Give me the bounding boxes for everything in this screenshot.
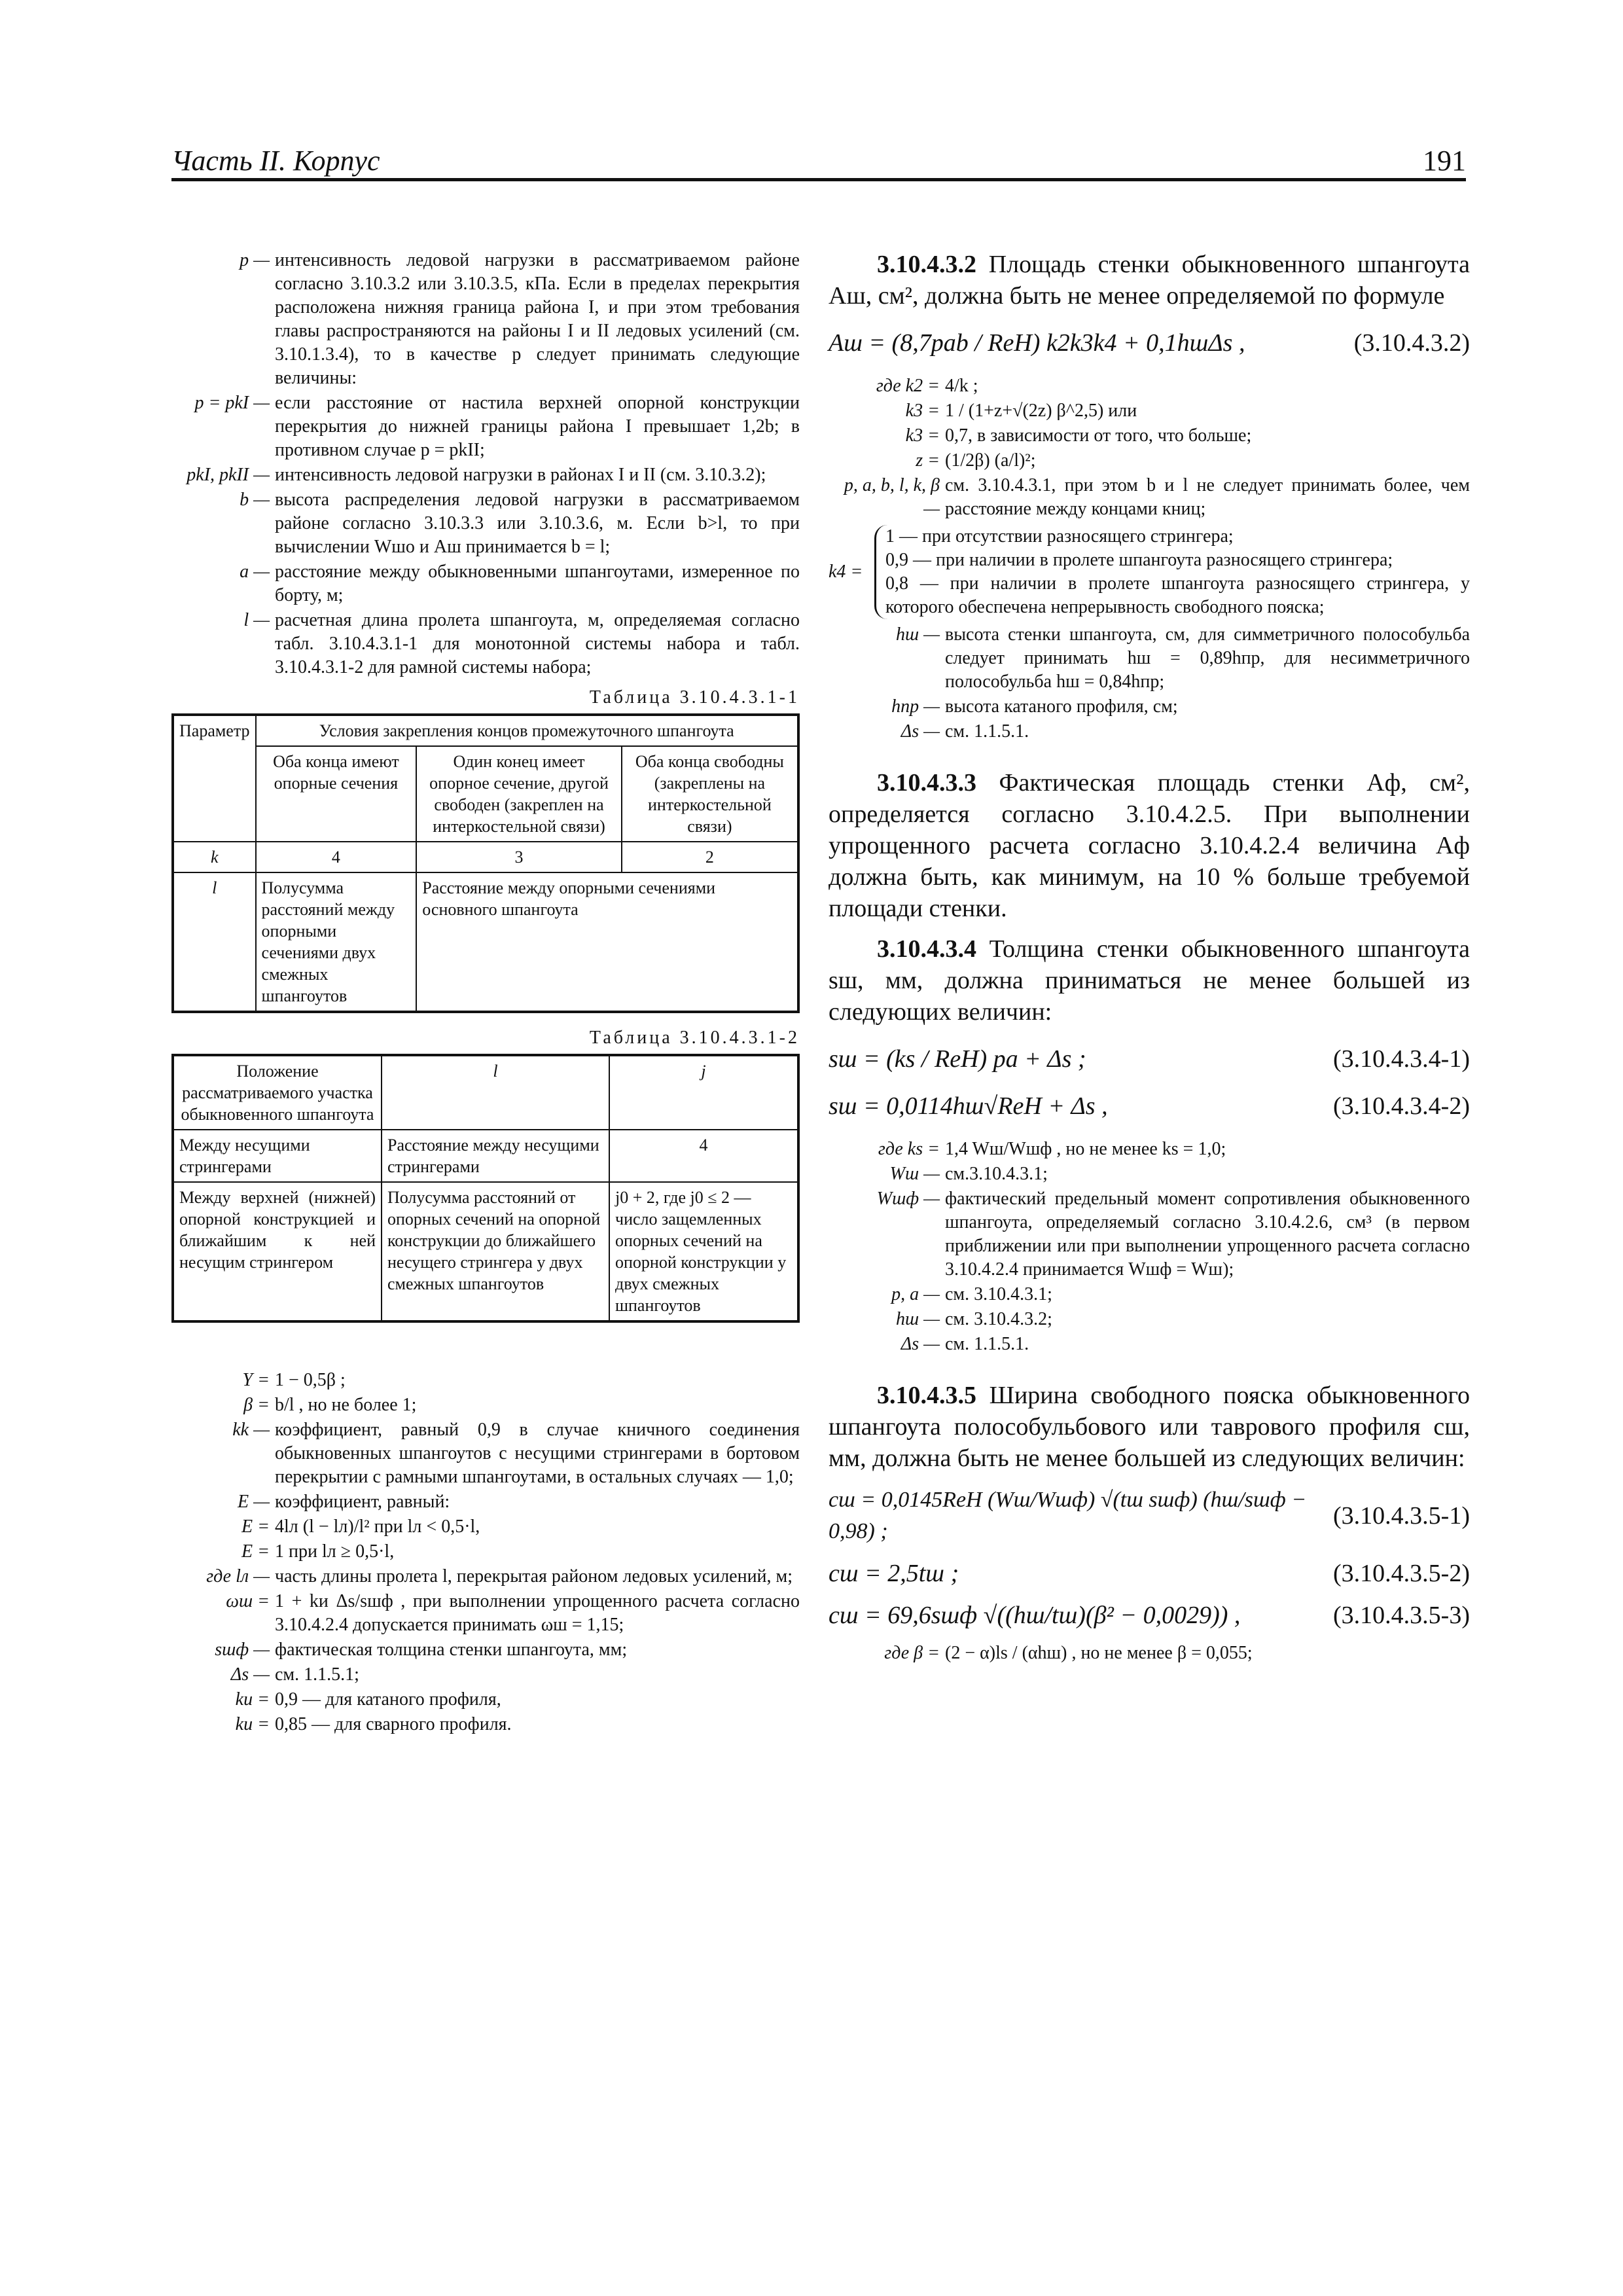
right-column	[829, 249, 1470, 1666]
table-cell: 4	[609, 1130, 798, 1182]
definition-item	[171, 1369, 800, 1392]
definition-item	[171, 1590, 800, 1637]
definition-term: b —	[240, 490, 270, 510]
k4-label: k4 =	[829, 562, 863, 582]
definition-term: где lл —	[206, 1566, 270, 1587]
clause-3-10-4-3-4	[829, 933, 1470, 1028]
definition-desc: (1/2β) (a/l)²;	[945, 450, 1036, 471]
table-cell: k	[173, 842, 256, 872]
definition-item	[829, 1138, 1470, 1161]
table-cell: Расстояние между несущими стрингерами	[382, 1130, 609, 1182]
definition-term: hш —	[895, 624, 940, 645]
definition-term: a —	[240, 562, 270, 582]
formula-number: (3.10.4.3.5-2)	[1333, 1560, 1470, 1587]
definition-term: pkI, pkII —	[187, 465, 270, 485]
definition-item	[829, 1308, 1470, 1331]
formula-row	[829, 1043, 1470, 1075]
formula: sш = (ks / ReH) pa + Δs ;	[829, 1045, 1086, 1073]
definition-term: E =	[241, 1516, 270, 1537]
where-list	[829, 374, 1470, 521]
definition-term: kи =	[235, 1689, 270, 1710]
definition-desc: 1 при lл ≥ 0,5·l,	[275, 1541, 395, 1562]
where-item	[829, 1641, 1470, 1665]
definition-item	[171, 1565, 800, 1588]
definition-desc: высота стенки шпангоута, см, для симметричного полособульба следует принимать hш = 0,89hпр, для несимметричного полособульба hш = 0,84hпр;	[945, 624, 1470, 692]
definition-desc: фактический предельный момент сопротивления обыкновенного шпангоута, определяемый согласно 3.10.4.2.6, см³ (в первом приближении или при выполнении упрощенного расчета согласно 3.10.4.2.4 принимается Wшф = Wш);	[945, 1189, 1470, 1280]
page-number: 191	[1423, 145, 1466, 177]
definition-desc: высота распределения ледовой нагрузки в рассматриваемом районе согласно 3.10.3.3 или 3.10.3.6, м. Если b>l, то при вычислении Wшо и Aш принимается b = l;	[275, 490, 800, 557]
table-cell: Расстояние между опорными сечениями основного шпангоута	[416, 872, 798, 1012]
definition-item	[171, 391, 800, 462]
clause-3-10-4-3-2	[829, 249, 1470, 312]
definition-item	[829, 623, 1470, 694]
formula-number: (3.10.4.3.2)	[1353, 329, 1470, 357]
table-header-cell: l	[382, 1055, 609, 1130]
table-cell: Между несущими стрингерами	[173, 1130, 382, 1182]
formula-row	[829, 1558, 1470, 1589]
definition-item	[171, 488, 800, 559]
definition-term: p —	[240, 250, 270, 270]
definition-desc: см.3.10.4.3.1;	[945, 1164, 1048, 1184]
definition-term: hпр —	[891, 696, 940, 717]
definition-item	[171, 609, 800, 679]
clause-text: Толщина стенки обыкновенного шпангоута sш, мм, должна приниматься не менее большей из следующих величин:	[829, 935, 1471, 1026]
table-3-10-4-3-1-2	[171, 1054, 800, 1323]
table-header-cell: Оба конца свободны (закреплены на интеркостельной связи)	[622, 746, 798, 842]
definition-item	[829, 449, 1470, 473]
clause-3-10-4-3-5	[829, 1380, 1470, 1474]
definition-item	[171, 1515, 800, 1539]
definition-item	[171, 1713, 800, 1736]
definition-desc: если расстояние от настила верхней опорной конструкции перекрытия до нижней границы района I превышает 1,2b; в противном случае p = pkII;	[275, 393, 800, 460]
table-cell: l	[173, 872, 256, 1012]
formula: sш = 0,0114hш√ReH + Δs ,	[829, 1092, 1108, 1120]
definition-desc: 4/k ;	[945, 376, 978, 396]
definition-term: kи =	[235, 1714, 270, 1734]
definition-term: l —	[243, 610, 270, 630]
table-cell: Полусумма расстояний между опорными сечениями двух смежных шпангоутов	[256, 872, 417, 1012]
formula-row	[829, 1090, 1470, 1122]
definition-desc: см. 3.10.4.3.2;	[945, 1309, 1052, 1329]
definition-desc: высота катаного профиля, см;	[945, 696, 1178, 717]
definition-term: sшф —	[215, 1640, 270, 1660]
definition-desc: см. 1.1.5.1.	[945, 1334, 1029, 1354]
definition-desc: 0,85 — для сварного профиля.	[275, 1714, 512, 1734]
definition-term: k3 =	[905, 425, 940, 446]
header-rule	[171, 178, 1466, 181]
definition-desc: 0,9 — для катаного профиля,	[275, 1689, 501, 1710]
k4-option: 0,9 — при наличии в пролете шпангоута разносящего стрингера;	[885, 550, 1393, 570]
k4-option: 0,8 — при наличии в пролете шпангоута разносящего стрингера, у которого обеспечена непрерывность свободного пояска;	[885, 573, 1470, 617]
table-cell: Между верхней (нижней) опорной конструкцией и ближайшим к ней несущим стрингером	[173, 1182, 382, 1321]
clause-text: Фактическая площадь стенки Aф, см², определяется согласно 3.10.4.2.5. При выполнении упрощенного расчета согласно 3.10.4.2.4 величина Aф должна быть, как минимум, на 10 % больше требуемой площади стенки.	[829, 769, 1470, 922]
definition-desc: 1 / (1+z+√(2z) β^2,5) или	[945, 401, 1137, 421]
definition-term: E —	[238, 1492, 270, 1512]
definition-term: p, a —	[891, 1284, 940, 1304]
definition-desc: 1 + kи Δs/sшф , при выполнении упрощенного расчета согласно 3.10.4.2.4 допускается принимать ωш = 1,15;	[275, 1591, 800, 1635]
definition-term: Y =	[242, 1370, 270, 1390]
definition-item	[829, 374, 1470, 398]
clause-3-10-4-3-3	[829, 767, 1470, 924]
definition-desc: b/l , но не более 1;	[275, 1395, 417, 1415]
table-header-cell: Положение рассматриваемого участка обыкновенного шпангоута	[173, 1055, 382, 1130]
formula-row	[829, 327, 1470, 359]
definition-desc: 0,7, в зависимости от того, что больше;	[945, 425, 1252, 446]
formula: cш = 69,6sшф √((hш/tш)(β² − 0,0029)) ,	[829, 1602, 1241, 1629]
formula-number: (3.10.4.3.5-1)	[1333, 1502, 1470, 1530]
definition-item	[829, 1333, 1470, 1356]
definition-desc: интенсивность ледовой нагрузки в районах I и II (см. 3.10.3.2);	[275, 465, 766, 485]
clause-number: 3.10.4.3.3	[877, 769, 976, 797]
clause-text: Площадь стенки обыкновенного шпангоута Aш, см², должна быть не менее определяемой по формуле	[829, 251, 1470, 310]
k4-option: 1 — при отсутствии разносящего стрингера;	[885, 526, 1234, 547]
table-cell: j0 + 2, где j0 ≤ 2 — число защемленных опорных сечений на опорной конструкции у двух смежных шпангоутов	[609, 1182, 798, 1321]
definition-item	[171, 1638, 800, 1662]
definition-desc: коэффициент, равный 0,9 в случае кничного соединения обыкновенных шпангоутов с несущими стрингерами в бортовом перекрытии с рамными шпангоутами, в остальных случаях — 1,0;	[275, 1420, 800, 1487]
where-list	[829, 1138, 1470, 1356]
where-term: где β =	[884, 1643, 940, 1663]
definition-term: p = pkI —	[194, 393, 270, 413]
definition-term: Δs —	[230, 1664, 270, 1685]
table-header-cell: Оба конца имеют опорные сечения	[256, 746, 417, 842]
formula-number: (3.10.4.3.4-2)	[1333, 1092, 1470, 1120]
definition-desc: см. 3.10.4.3.1, при этом b и l не следует принимать более, чем расстояние между концами книц;	[945, 475, 1470, 519]
formula-row	[829, 1600, 1470, 1631]
definition-item	[829, 1162, 1470, 1186]
definition-term: Wшф —	[876, 1189, 940, 1209]
clause-number: 3.10.4.3.2	[877, 251, 976, 278]
definition-item	[171, 249, 800, 390]
definition-item	[829, 424, 1470, 448]
definition-desc: коэффициент, равный:	[275, 1492, 450, 1512]
formula: cш = 2,5tш ;	[829, 1560, 959, 1587]
definition-item	[829, 1187, 1470, 1282]
formula-row	[829, 1484, 1470, 1547]
definition-desc: см. 1.1.5.1;	[275, 1664, 359, 1685]
running-header-title: Часть II. Корпус	[171, 145, 380, 177]
table-header-cell: Условия закрепления концов промежуточного шпангоута	[256, 715, 798, 746]
clause-number: 3.10.4.3.5	[877, 1382, 976, 1409]
table-cell: Полусумма расстояний от опорных сечений на опорной конструкции до ближайшего несущего стрингера у двух смежных шпангоутов	[382, 1182, 609, 1321]
definition-desc: расстояние между обыкновенными шпангоутами, измеренное по борту, м;	[275, 562, 800, 605]
definition-item	[829, 474, 1470, 521]
formula: Aш = (8,7pab / ReH) k2k3k4 + 0,1hшΔs ,	[829, 329, 1245, 357]
definition-item	[171, 1688, 800, 1712]
definition-item	[171, 1490, 800, 1514]
table-header-cell: Один конец имеет опорное сечение, другой свободен (закреплен на интеркостельной связи)	[416, 746, 622, 842]
definition-desc: часть длины пролета l, перекрытая районом ледовых усилений, м;	[275, 1566, 793, 1587]
definition-desc: 4lл (l − lл)/l² при lл < 0,5·l,	[275, 1516, 480, 1537]
table-cell: 4	[256, 842, 417, 872]
definition-term: kk —	[232, 1420, 270, 1440]
definition-term: где k2 =	[876, 376, 940, 396]
table-caption: Таблица 3.10.4.3.1-1	[589, 687, 800, 708]
definition-desc: фактическая толщина стенки шпангоута, мм;	[275, 1640, 628, 1660]
where-desc: (2 − α)ls / (αhш) , но не менее β = 0,055;	[945, 1643, 1253, 1663]
formula: cш = 0,0145ReH (Wш/Wшф) √(tш sшф) (hш/sшф − 0,98) ;	[829, 1488, 1307, 1543]
definition-item	[171, 463, 800, 487]
formula-number: (3.10.4.3.5-3)	[1333, 1602, 1470, 1629]
definition-term: β =	[243, 1395, 270, 1415]
definition-term: hш —	[895, 1309, 940, 1329]
definition-desc: 1,4 Wш/Wшф , но не менее ks = 1,0;	[945, 1139, 1226, 1159]
definition-term: Δs —	[901, 1334, 940, 1354]
definitions-list	[171, 249, 800, 679]
definition-item	[171, 1393, 800, 1417]
definition-desc: интенсивность ледовой нагрузки в рассматриваемом районе согласно 3.10.3.2 или 3.10.3.5, кПа. Если в пределах перекрытия расположена нижняя граница района I, и при этом требования главы распространяются на районы I и II ледовых усилений (см. 3.10.1.3.4), то в качестве p следует принимать следующие величины:	[275, 250, 800, 388]
table-cell: 3	[416, 842, 622, 872]
table-caption: Таблица 3.10.4.3.1-2	[589, 1028, 800, 1048]
definition-item	[829, 399, 1470, 423]
left-column	[171, 249, 800, 1738]
definition-item	[171, 560, 800, 607]
definition-desc: расчетная длина пролета шпангоута, м, определяемая согласно табл. 3.10.4.3.1-1 для монотонной системы набора и табл. 3.10.4.3.1-2 для рамной системы набора;	[275, 610, 800, 677]
definition-desc: см. 1.1.5.1.	[945, 721, 1029, 742]
definition-term: k3 =	[905, 401, 940, 421]
clause-text: Ширина свободного пояска обыкновенного шпангоута полособульбового или таврового профиля cш, мм, должна быть не менее большей из следующих величин:	[829, 1382, 1471, 1472]
definition-term: где ks =	[878, 1139, 940, 1159]
definition-item	[171, 1540, 800, 1564]
table-3-10-4-3-1-1	[171, 713, 800, 1013]
k4-options	[874, 525, 1470, 619]
where-list	[829, 623, 1470, 744]
k4-block	[829, 525, 1470, 619]
formula-number: (3.10.4.3.4-1)	[1333, 1045, 1470, 1073]
definition-desc: 1 − 0,5β ;	[275, 1370, 346, 1390]
definition-item	[171, 1663, 800, 1687]
definition-item	[829, 695, 1470, 719]
definition-term: Δs —	[901, 721, 940, 742]
definition-term: z =	[916, 450, 940, 471]
definition-term: p, a, b, l, k, β —	[844, 475, 940, 519]
definition-desc: см. 3.10.4.3.1;	[945, 1284, 1052, 1304]
definition-item	[829, 1283, 1470, 1306]
definition-item	[829, 720, 1470, 744]
definition-term: E =	[241, 1541, 270, 1562]
definitions-list	[171, 1369, 800, 1736]
definition-item	[171, 1418, 800, 1489]
table-cell: 2	[622, 842, 798, 872]
table-header-cell: Параметр	[173, 715, 256, 842]
clause-number: 3.10.4.3.4	[877, 935, 976, 963]
definition-term: ωш =	[226, 1591, 270, 1611]
definition-term: Wш —	[889, 1164, 940, 1184]
table-header-cell: j	[609, 1055, 798, 1130]
